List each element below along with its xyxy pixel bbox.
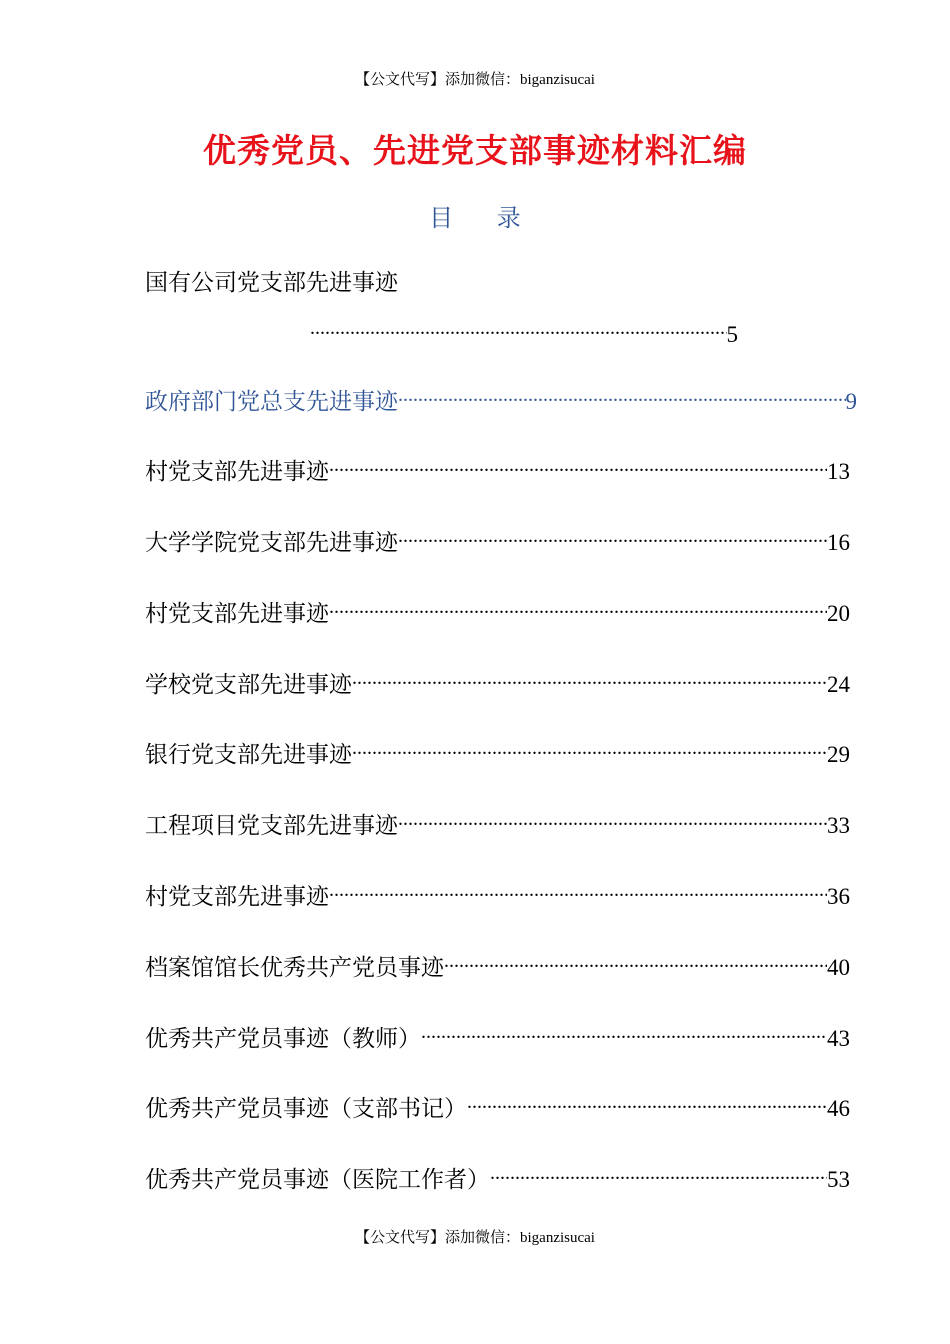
toc-entry-page: 20	[827, 601, 850, 625]
dot-leader	[421, 1018, 827, 1046]
toc-entry-label[interactable]: 国有公司党支部先进事迹	[145, 270, 398, 296]
toc-entry-label: 村党支部先进事迹	[145, 601, 329, 625]
toc-entry-page: 40	[827, 955, 850, 979]
toc-entry-label: 大学学院党支部先进事迹	[145, 530, 398, 554]
dot-leader	[329, 451, 827, 479]
toc-entry-label: 村党支部先进事迹	[145, 884, 329, 908]
dot-leader	[329, 593, 827, 621]
dot-leader	[352, 664, 827, 692]
toc-entry[interactable]	[145, 947, 850, 979]
dot-leader	[352, 734, 827, 762]
toc-entry-page: 43	[827, 1026, 850, 1050]
toc-entry[interactable]	[145, 876, 850, 908]
toc-entry-label: 学校党支部先进事迹	[145, 672, 352, 696]
dot-leader	[444, 947, 827, 975]
toc-entry-label: 政府部门党总支先进事迹	[145, 389, 398, 413]
toc-entry-page: 33	[827, 813, 850, 837]
toc-entry-page: 36	[827, 884, 850, 908]
toc-entry[interactable]	[145, 1159, 850, 1191]
toc-entry[interactable]	[145, 1018, 850, 1050]
toc-entry-label: 工程项目党支部先进事迹	[145, 813, 398, 837]
toc-entry[interactable]	[145, 734, 850, 766]
toc-entry-page: 29	[827, 742, 850, 766]
toc-entry-page: 46	[827, 1096, 850, 1120]
toc-entry-label: 优秀共产党员事迹（医院工作者）	[145, 1167, 490, 1191]
toc-entry-page: 16	[827, 530, 850, 554]
toc-entry-page: 9	[845, 389, 857, 413]
toc-entry-label: 优秀共产党员事迹（支部书记）	[145, 1096, 467, 1120]
page-footer: 【公文代写】添加微信：biganzisucai	[355, 1230, 595, 1246]
document-title: 优秀党员、先进党支部事迹材料汇编	[203, 131, 747, 170]
dot-leader	[398, 522, 827, 550]
toc-entry[interactable]	[145, 522, 850, 554]
toc-entry-leader[interactable]	[310, 314, 738, 346]
page-header: 【公文代写】添加微信：biganzisucai	[355, 72, 595, 88]
toc-entry-page: 24	[827, 672, 850, 696]
toc-entry-label: 银行党支部先进事迹	[145, 742, 352, 766]
toc-entry-page: 13	[827, 459, 850, 483]
toc-entry[interactable]	[145, 805, 850, 837]
toc-entry[interactable]	[145, 664, 850, 696]
dot-leader	[329, 876, 827, 904]
toc-entry[interactable]	[145, 381, 857, 413]
toc-entry-page: 5	[726, 322, 738, 347]
toc-entry-label: 村党支部先进事迹	[145, 459, 329, 483]
dot-leader	[490, 1159, 827, 1187]
toc-entry-label: 优秀共产党员事迹（教师）	[145, 1026, 421, 1050]
dot-leader	[398, 381, 846, 409]
dot-leader	[310, 314, 727, 342]
dot-leader	[398, 805, 827, 833]
toc-entry[interactable]	[145, 1088, 850, 1120]
toc-entry[interactable]	[145, 451, 850, 483]
toc-heading: 目 录	[429, 204, 539, 232]
toc-entry[interactable]	[145, 593, 850, 625]
toc-entry-label: 档案馆馆长优秀共产党员事迹	[145, 955, 444, 979]
dot-leader	[467, 1088, 827, 1116]
toc-entry-page: 53	[827, 1167, 850, 1191]
